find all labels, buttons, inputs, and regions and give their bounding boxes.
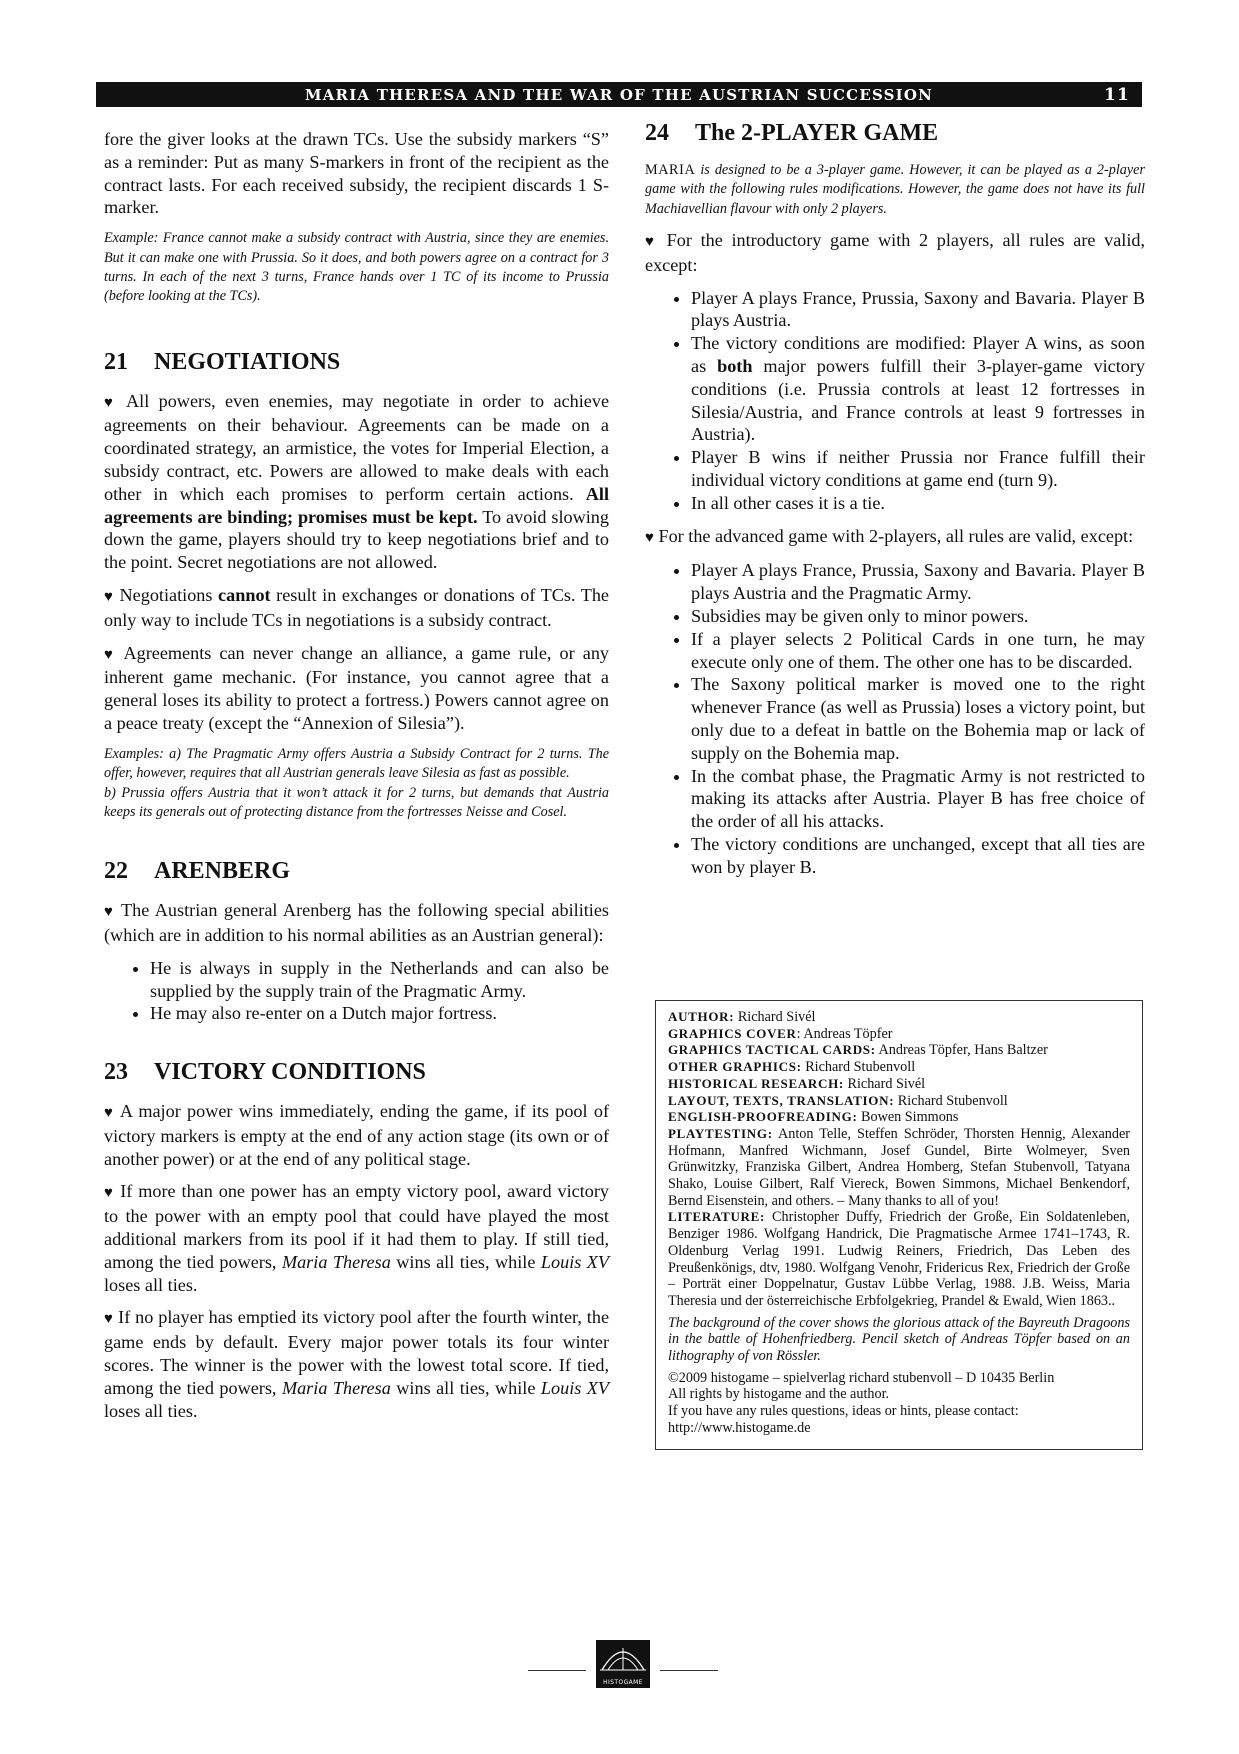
footer-rule-right [660,1670,718,1671]
list-item: • Subsidies may be given only to minor powers. [691,605,1145,628]
page-number: 11 [1103,85,1130,105]
list-item: • In the combat phase, the Pragmatic Army is not restricted to making its attacks after Austria. Player B has free choice of the order of all his attacks. [691,765,1145,833]
list-item: • In all other cases it is a tie. [691,492,1145,515]
heart-bullet-icon: ♥ [104,588,114,605]
list-item: • The victory conditions are unchanged, except that all ties are won by player B. [691,833,1145,879]
credit-literature: LITERATURE: Christopher Duffy, Friedrich der Große, Ein Soldatenleben, Benziger 1986. Wolfgang Handrick, Die Pragmatische Armee 1741–1743, R. Oldenburg Verlag 1991. Ludwig Reiners, Friedrich, Das Leben des Preußenkönigs, dtv, 1980. Wolfgang Venohr, Fridericus Rex, Friedrich der Große – Porträt einer Doppelnatur, Gustav Lübbe Verlag, 1988. J.B. Weiss, Maria Theresia und der österreichische Erbfolgekrieg, Prandel & Ewald, Wien 1863.. [668,1209,1131,1309]
footer [528,1640,718,1690]
section-23-title: VICTORY CONDITIONS [154,1059,426,1086]
two-player-intro: MARIA is designed to be a 3-player game. However, it can be played as a 2-player game with the following rules modifications. However, the game does not have its full Machiavellian flavour with only 2 players. [645,161,1145,217]
website-link[interactable]: http://www.histogame.de [668,1419,811,1436]
negotiations-para-3: ♥ Agreements can never change an alliance, a game rule, or any inherent game mechanic. (For instance, you cannot agree that a general loses its ability to protect a fortress.) Powers cannot agree on a peace treaty (except the “Annexion of Silesia”). [104,642,610,733]
victory-para-2: ♥ If more than one power has an empty victory pool, award victory to the power with an empty pool that could have played the most additional markers from its pool if it had them to play. If still tied, among the tied powers, Maria Theresa wins all ties, while Louis XV loses all ties. [104,1181,610,1295]
list-item: • He is always in supply in the Netherlands and can also be supplied by the supply train of the Pragmatic Army. [150,957,609,1003]
list-item: • If a player selects 2 Political Cards in one turn, he may execute only one of them. The other one has to be discarded. [691,628,1145,674]
list-item: • The victory conditions are modified: Player A wins, as soon as both major powers fulfill their 3-player-game victory conditions (i.e. Prussia controls at least 12 fortresses in Silesia/Austria, and France controls at least 9 fortresses in Austria). [691,332,1145,446]
list-item: • Player A plays France, Prussia, Saxony and Bavaria. Player B plays Austria. [691,287,1145,333]
list-item: • The Saxony political marker is moved one to the right whenever France (as well as Prussia) loses a victory point, but only due to a defeat in battle on the Bohemia map or lack of supply on the Bohemia map. [691,673,1145,764]
credit-author: AUTHOR: Richard Sivél [668,1009,816,1025]
credit-other-graphics: OTHER GRAPHICS: Richard Stubenvoll [668,1059,916,1076]
negotiations-para-2: ♥ Negotiations cannot result in exchanges or donations of TCs. The only way to include TCs in negotiations is a subsidy contract. [104,584,610,630]
heart-bullet-icon: ♥ [104,646,117,663]
heart-bullet-icon: ♥ [104,394,118,411]
left-column [104,128,609,1432]
credit-tactical-cards: GRAPHICS TACTICAL CARDS: Andreas Töpfer, Hans Baltzer [668,1042,1048,1059]
heart-bullet-icon: ♥ [104,904,115,921]
introductory-game-list [645,287,1145,515]
mountain-icon [596,1640,650,1680]
advanced-game-para: ♥ For the advanced game with 2-players, all rules are valid, except: [645,525,1134,546]
introductory-game-para: ♥ For the introductory game with 2 players, all rules are valid, except: [645,230,1146,275]
list-item: • Player B wins if neither Prussia nor France fulfill their individual victory conditions at game end (turn 9). [691,446,1145,492]
credit-proofreading: ENGLISH-PROOFREADING: Bowen Simmons [668,1109,959,1126]
contact-line: If you have any rules questions, ideas or hints, please contact: [668,1403,1019,1420]
credits-box [655,1000,1143,1450]
copyright-line: ©2009 histogame – spielverlag richard stubenvoll – D 10435 Berlin [668,1369,1055,1386]
list-item: • He may also re-enter on a Dutch major fortress. [150,1002,609,1025]
heart-bullet-icon: ♥ [645,234,659,251]
logo-text: HISTOGAME [603,1679,643,1686]
section-24-number: 24 [645,120,669,146]
footer-rule-left [528,1670,586,1671]
negotiations-para-1: ♥ All powers, even enemies, may negotiate in order to achieve agreements on their behaviour. Agreements can be made on a coordinated strategy, an armistice, the votes for Imperial Election, a subsidy contract, etc. Powers are allowed to make deals with each other in which each promises to perform certain actions. All agreements are binding; promises must be kept. To avoid slowing down the game, players should try to keep negotiations brief and to the point. Secret negotiations are not allowed. [104,390,610,573]
section-21-title: NEGOTIATIONS [154,348,341,375]
section-21-heading [104,348,609,375]
section-24-title: The 2-PLAYER GAME [695,120,939,146]
advanced-game-list [645,559,1145,878]
running-header-title: MARIA THERESA AND THE WAR OF THE AUSTRIAN SUCCESSION [304,86,934,104]
subsidy-example: Example: France cannot make a subsidy contract with Austria, since they are enemies. But it can make one with Prussia. So it does, and both powers agree on a contract for 3 turns. In each of the next 3 turns, France hands over 1 TC of its income to Prussia (before looking at the TCs). [104,230,609,305]
section-22-number: 22 [104,858,128,885]
right-column [645,122,1145,889]
section-23-heading [104,1061,609,1084]
section-23-number: 23 [104,1059,128,1086]
list-item: • Player A plays France, Prussia, Saxony and Bavaria. Player B plays Austria and the Pragmatic Army. [691,559,1145,605]
credit-historical-research: HISTORICAL RESEARCH: Richard Sivél [668,1075,926,1092]
section-22-heading [104,860,609,883]
victory-para-3: ♥ If no player has emptied its victory pool after the fourth winter, the game ends by default. Every major power totals its four winter scores. The winner is the power with the lowest total score. If tied, among the tied powers, Maria Theresa wins all ties, while Louis XV loses all ties. [104,1307,610,1421]
running-header [96,82,1142,107]
section-24-heading [645,122,1145,145]
arenberg-list [104,957,609,1025]
credit-layout: LAYOUT, TEXTS, TRANSLATION: Richard Stubenvoll [668,1092,1008,1109]
continued-paragraph: fore the giver looks at the drawn TCs. Use the subsidy markers “S” as a reminder: Put as many S-markers in front of the recipient as the contract lasts. For each received subsidy, the recipient discards 1 S-marker. [104,129,609,218]
cover-caption: The background of the cover shows the glorious attack of the Bayreuth Dragoons in the battle of Hohenfriedberg. Pencil sketch of Andreas Töpfer based on an lithography of von Rössler. [668,1314,1130,1365]
heart-bullet-icon: ♥ [104,1185,115,1202]
heart-bullet-icon: ♥ [104,1104,115,1121]
heart-bullet-icon: ♥ [104,1311,114,1328]
histogame-logo [596,1640,650,1688]
credit-playtesting: PLAYTESTING: Anton Telle, Steffen Schröder, Thorsten Hennig, Alexander Hofmann, Manfred Wichmann, Josef Gundel, Birte Wolmeyer, Sven Grünwitzky, Franziska Gilbert, Andrea Homberg, Stefan Stubenvoll, Tatyana Shako, Louise Gilbert, Ralf Viereck, Bowen Simmons, Michael Benkendorf, Bernd Eisenstein, and others. – Many thanks to all of you! [668,1125,1130,1209]
negotiations-example-b: b) Prussia offers Austria that it won’t attack it for 2 turns, but demands that Austria keeps its generals out of protecting distance from the fortresses Neisse and Cosel. [104,784,609,820]
rights-line: All rights by histogame and the author. [668,1386,890,1403]
credit-graphics-cover: GRAPHICS COVER: Andreas Töpfer [668,1025,893,1042]
heart-bullet-icon: ♥ [645,529,654,546]
arenberg-para: ♥ The Austrian general Arenberg has the following special abilities (which are in addition to his normal abilities as an Austrian general): [104,900,610,945]
victory-para-1: ♥ A major power wins immediately, ending the game, if its pool of victory markers is empty at the end of any action stage (its own or of another power) or at the end of any political stage. [104,1100,610,1169]
section-21-number: 21 [104,348,128,375]
section-22-title: ARENBERG [154,858,291,885]
negotiations-example-a: Examples: a) The Pragmatic Army offers Austria a Subsidy Contract for 2 turns. The offer, however, requires that all Austrian generals leave Silesia as fast as possible. [104,745,609,782]
